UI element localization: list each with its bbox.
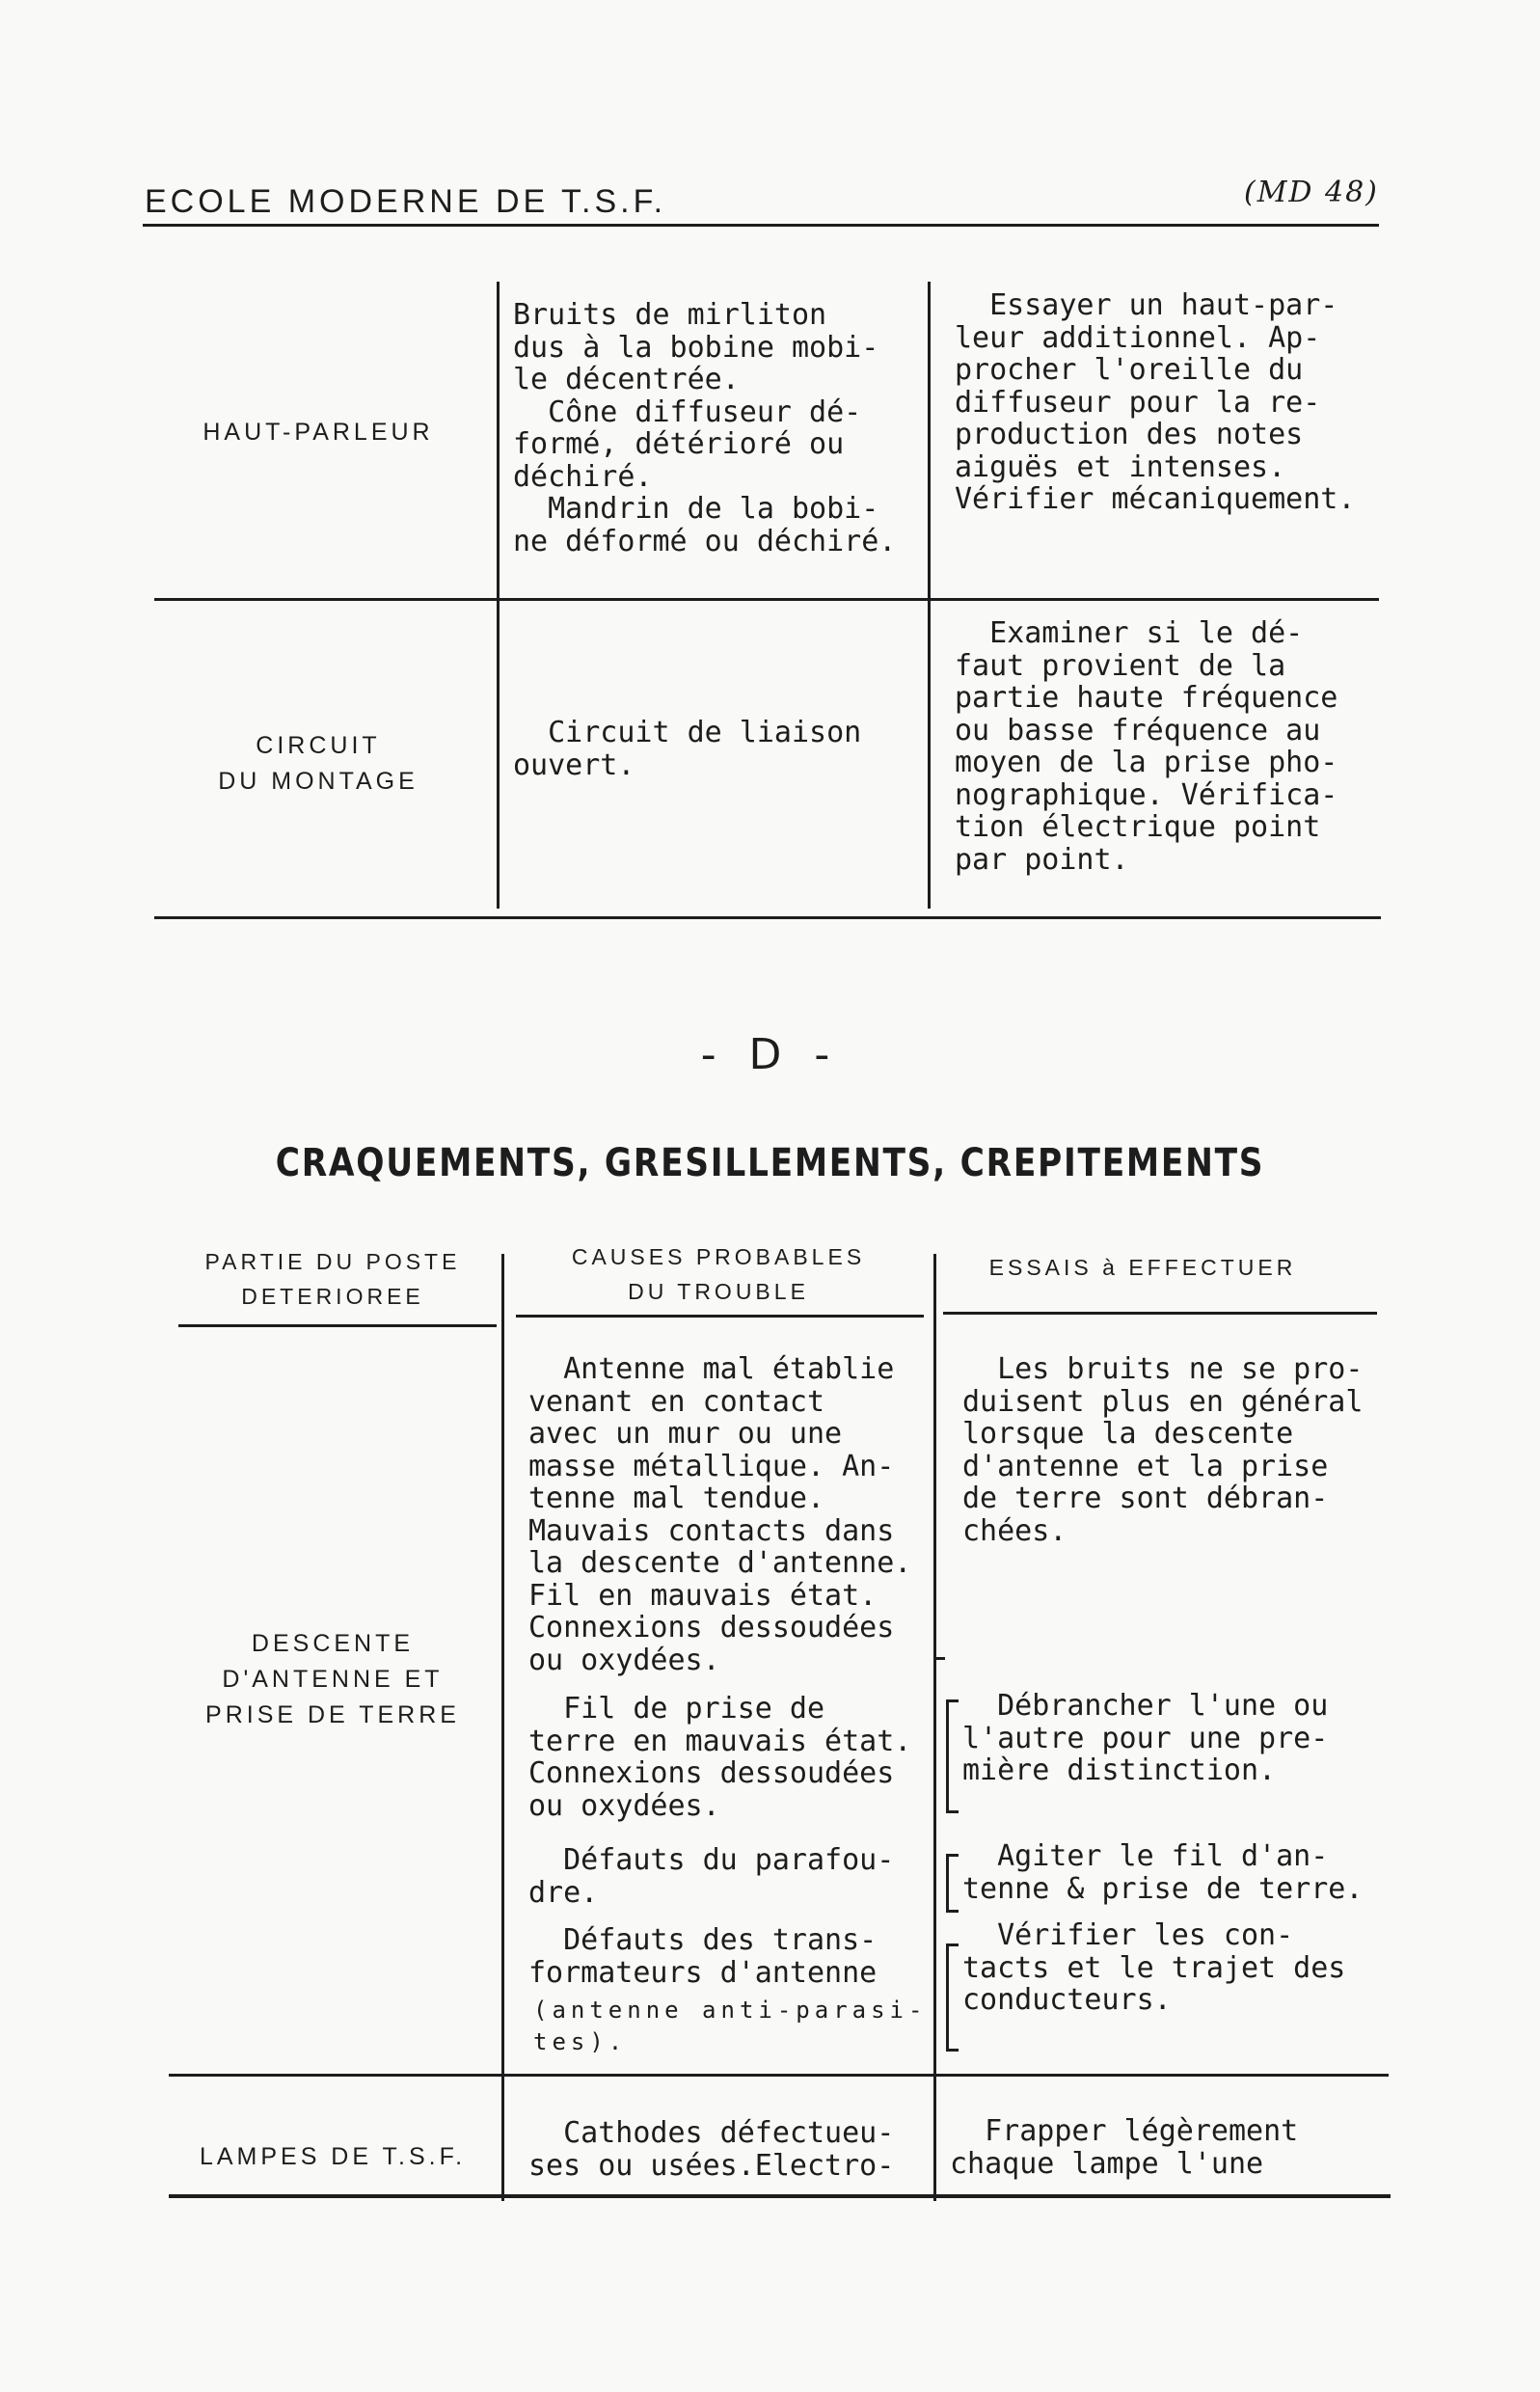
- section-title: CRAQUEMENTS, GRESILLEMENTS, CREPITEMENTS: [275, 1141, 1265, 1185]
- bracket: [946, 1854, 959, 1913]
- column-divider: [501, 1254, 504, 2201]
- section-letter: - D -: [700, 1030, 840, 1079]
- cause-text: Défauts du parafou- dre.: [528, 1843, 895, 1910]
- test-text: Examiner si le dé- faut provient de la partie haute fréquence ou basse fréquence au moyen de la prise pho- nographique. Vérifica- tion électrique point par point.: [955, 616, 1338, 877]
- cause-text: Antenne mal établie venant en contact avec un mur ou une masse métallique. An- tenne mal tendue. Mauvais contacts dans la descente d'antenne. Fil en mauvais état. Connexions dessoudées ou oxydées.: [528, 1352, 912, 1677]
- part-label: DESCENTE D'ANTENNE ET PRISE DE TERRE: [205, 1630, 460, 1728]
- header-tests: ESSAIS à EFFECTUER: [988, 1255, 1297, 1280]
- table-bottom-rule: [169, 2194, 1391, 2198]
- test-text: Les bruits ne se pro- duisent plus en général lorsque la descente d'antenne et la prise de terre sont débran- chées.: [962, 1352, 1364, 1548]
- bracket: [946, 1944, 959, 2052]
- header-rule: [143, 224, 1379, 227]
- test-text: Essayer un haut-par- leur additionnel. Ap- procher l'oreille du diffuseur pour la re- production des notes aiguës et intenses. Vérifier mécaniquement.: [955, 288, 1356, 516]
- column-divider: [933, 1254, 936, 2201]
- document-reference: (MD 48): [1244, 176, 1379, 209]
- bracket: [946, 1699, 959, 1813]
- row-rule: [154, 598, 1379, 601]
- column-divider: [497, 282, 500, 909]
- school-title: ECOLE MODERNE DE T.S.F.: [145, 183, 667, 220]
- header-rule: [516, 1315, 924, 1318]
- cause-text: Cathodes défectueu- ses ou usées.Electro-: [528, 2116, 895, 2183]
- header-part: PARTIE DU POSTE DETERIOREE: [204, 1249, 461, 1309]
- test-text: Vérifier les con- tacts et le trajet des conducteurs.: [962, 1918, 1346, 2017]
- cause-text: Circuit de liaison ouvert.: [513, 716, 862, 782]
- header-rule: [943, 1312, 1377, 1315]
- cause-text: (antenne anti-parasi- tes).: [533, 1997, 928, 2055]
- part-label: LAMPES DE T.S.F.: [199, 2143, 467, 2170]
- cause-text: Bruits de mirliton dus à la bobine mobi- le décentrée. Cône diffuseur dé- formé, détérioré ou déchiré. Mandrin de la bobi- ne déformé ou déchiré.: [513, 298, 897, 558]
- column-divider: [928, 282, 931, 909]
- cause-text: Fil de prise de terre en mauvais état. Connexions dessoudées ou oxydées.: [528, 1692, 912, 1823]
- header-causes: CAUSES PROBABLES DU TROUBLE: [571, 1244, 866, 1304]
- test-text: Agiter le fil d'an- tenne & prise de terre.: [962, 1839, 1364, 1906]
- test-text: Frapper légèrement chaque lampe l'une: [950, 2114, 1299, 2181]
- table-bottom-rule: [154, 916, 1381, 919]
- part-label: CIRCUIT DU MONTAGE: [218, 732, 419, 795]
- row-rule: [169, 2074, 1389, 2077]
- part-label: HAUT-PARLEUR: [203, 419, 434, 446]
- header-rule: [178, 1324, 497, 1327]
- cause-text: Défauts des trans- formateurs d'antenne: [528, 1923, 878, 1990]
- bracket-tick: [933, 1657, 945, 1660]
- test-text: Débrancher l'une ou l'autre pour une pre- mière distinction.: [962, 1689, 1329, 1787]
